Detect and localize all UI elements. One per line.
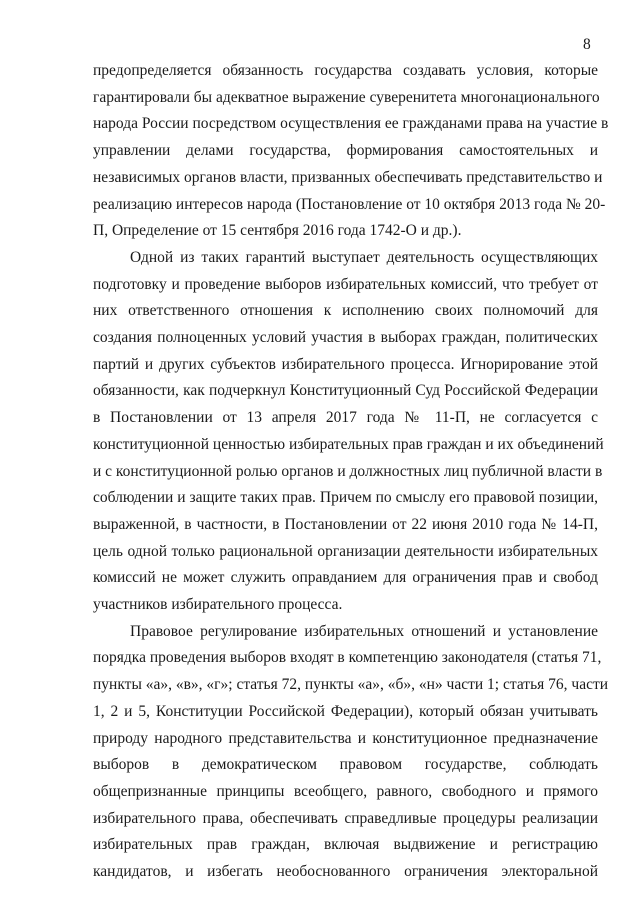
text-line: конституционной ценностью избирательных прав граждан и их объединений	[93, 435, 604, 453]
paragraph-3	[93, 619, 609, 886]
text-line: цель одной только рациональной организации деятельности избирательных	[93, 542, 598, 560]
text-line: пункты «а», «в», «г»; статья 72, пункты «а», «б», «н» части 1; статья 76, части	[93, 676, 609, 694]
text-line: общепризнанные принципы всеобщего, равного, свободного и прямого	[93, 782, 598, 800]
text-line: гарантировали бы адекватное выражение суверенитета многонационального	[93, 88, 600, 106]
text-line: кандидатов, и избегать необоснованного ограничения электоральной	[93, 863, 598, 881]
text-line: соблюдении и защите таких прав. Причем по смыслу его правовой позиции,	[93, 489, 598, 507]
text-line: подготовку и проведение выборов избирательных комиссий, что требует от	[93, 275, 598, 293]
paragraph-2	[93, 245, 604, 619]
text-line: выраженной, в частности, в Постановлении от 22 июня 2010 года № 14-П,	[93, 515, 598, 533]
text-line: Одной из таких гарантий выступает деятельность осуществляющих	[130, 248, 598, 266]
text-line: избирательного права, обеспечивать справедливые процедуры реализации	[93, 809, 598, 827]
text-line: природу народного представительства и конституционное предназначение	[93, 729, 598, 747]
document-body	[93, 58, 609, 886]
text-line: них ответственного отношения к исполнению своих полномочий для	[93, 302, 598, 320]
text-line: народа России посредством осуществления ее гражданами права на участие в	[93, 115, 609, 133]
text-line: избирательных прав граждан, включая выдвижение и регистрацию	[93, 836, 598, 854]
text-line: Правовое регулирование избирательных отношений и установление	[130, 622, 598, 640]
text-line: выборов в демократическом правовом государстве, соблюдать	[93, 756, 598, 774]
text-line: создания полноценных условий участия в выборах граждан, политических	[93, 329, 598, 347]
text-line: реализацию интересов народа (Постановление от 10 октября 2013 года № 20-	[93, 195, 606, 213]
text-line: порядка проведения выборов входят в компетенцию законодателя (статья 71,	[93, 649, 602, 667]
text-line: 1, 2 и 5, Конституции Российской Федерации), который обязан учитывать	[93, 702, 598, 720]
text-line: комиссий не может служить оправданием для ограничения прав и свобод	[93, 569, 598, 587]
page-number: 8	[583, 36, 591, 53]
text-line: и с конституционной ролью органов и должностных лиц публичной власти в	[93, 462, 603, 480]
text-line: П, Определение от 15 сентября 2016 года 1742-О и др.).	[93, 222, 462, 240]
text-line: независимых органов власти, призванных обеспечивать представительство и	[93, 168, 603, 186]
text-line: управлении делами государства, формирования самостоятельных и	[93, 142, 598, 160]
paragraph-1	[93, 58, 609, 245]
text-line: партий и других субъектов избирательного процесса. Игнорирование этой	[93, 355, 598, 373]
text-line: участников избирательного процесса.	[93, 596, 343, 614]
text-line: обязанности, как подчеркнул Конституционный Суд Российской Федерации	[93, 382, 598, 400]
text-line: в Постановлении от 13 апреля 2017 года № 11-П, не согласуется с	[93, 409, 598, 427]
text-line: предопределяется обязанность государства создавать условия, которые	[93, 62, 598, 79]
